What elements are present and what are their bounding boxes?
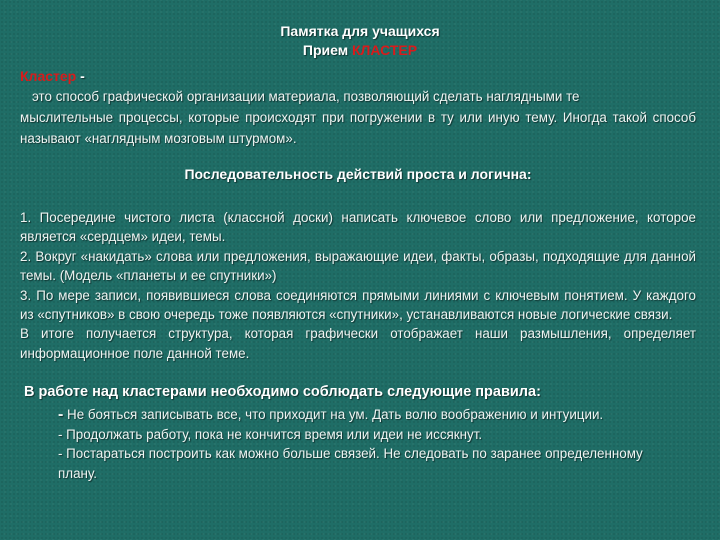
- sequence-heading: Последовательность действий проста и логична:: [184, 166, 532, 182]
- definition-text-rest: мыслительные процессы, которые происходят при погружении в ту или иную тему. Иногда такой способ называют «наглядным мозговым штурмом».: [20, 110, 696, 146]
- title-line-2: [200, 41, 520, 60]
- rules-list: [58, 405, 678, 483]
- title-prefix: Прием: [302, 42, 352, 58]
- step-item: 3. По мере записи, появившиеся слова соединяются прямыми линиями с ключевым понятием. У каждого из «спутников» в свою очередь тоже появляются «спутники», устанавливаются новые логические связи.: [20, 287, 696, 323]
- definition-paragraph: [20, 86, 696, 149]
- title-accent: КЛАСТЕР: [351, 42, 418, 58]
- title-line-1: Памятка для учащихся: [280, 23, 440, 39]
- rule-item: - Постараться построить как можно больше связей. Не следовать по заранее определенному плану.: [58, 446, 643, 481]
- rule-dash: -: [58, 406, 64, 423]
- step-item: 1. Посередине чистого листа (классной доски) написать ключевое слово или предложение, которое является «сердцем» идеи, темы.: [20, 210, 696, 245]
- definition-term: Кластер: [20, 68, 77, 84]
- rule-item: [58, 405, 678, 425]
- steps-list: [20, 208, 696, 363]
- definition-text-line1: это способ графической организации материала, позволяющий сделать наглядными те: [32, 89, 580, 104]
- definition-term-line: [20, 68, 85, 84]
- rule-item: - Продолжать работу, пока не кончится время или идеи не иссякнут.: [58, 426, 483, 442]
- rules-heading: В работе над кластерами необходимо соблюдать следующие правила:: [24, 384, 541, 400]
- step-conclusion: В итоге получается структура, которая графически отображает наши размышления, определяет информационное поле данной теме.: [20, 326, 696, 361]
- memo-title: [200, 22, 520, 60]
- definition-dash: -: [76, 68, 85, 84]
- step-item: 2. Вокруг «накидать» слова или предложения, выражающие идеи, факты, образы, подходящие для данной темы. (Модель «планеты и ее спутники»): [20, 248, 696, 284]
- rule-text: Не бояться записывать все, что приходит на ум. Дать волю воображению и интуиции.: [63, 407, 604, 422]
